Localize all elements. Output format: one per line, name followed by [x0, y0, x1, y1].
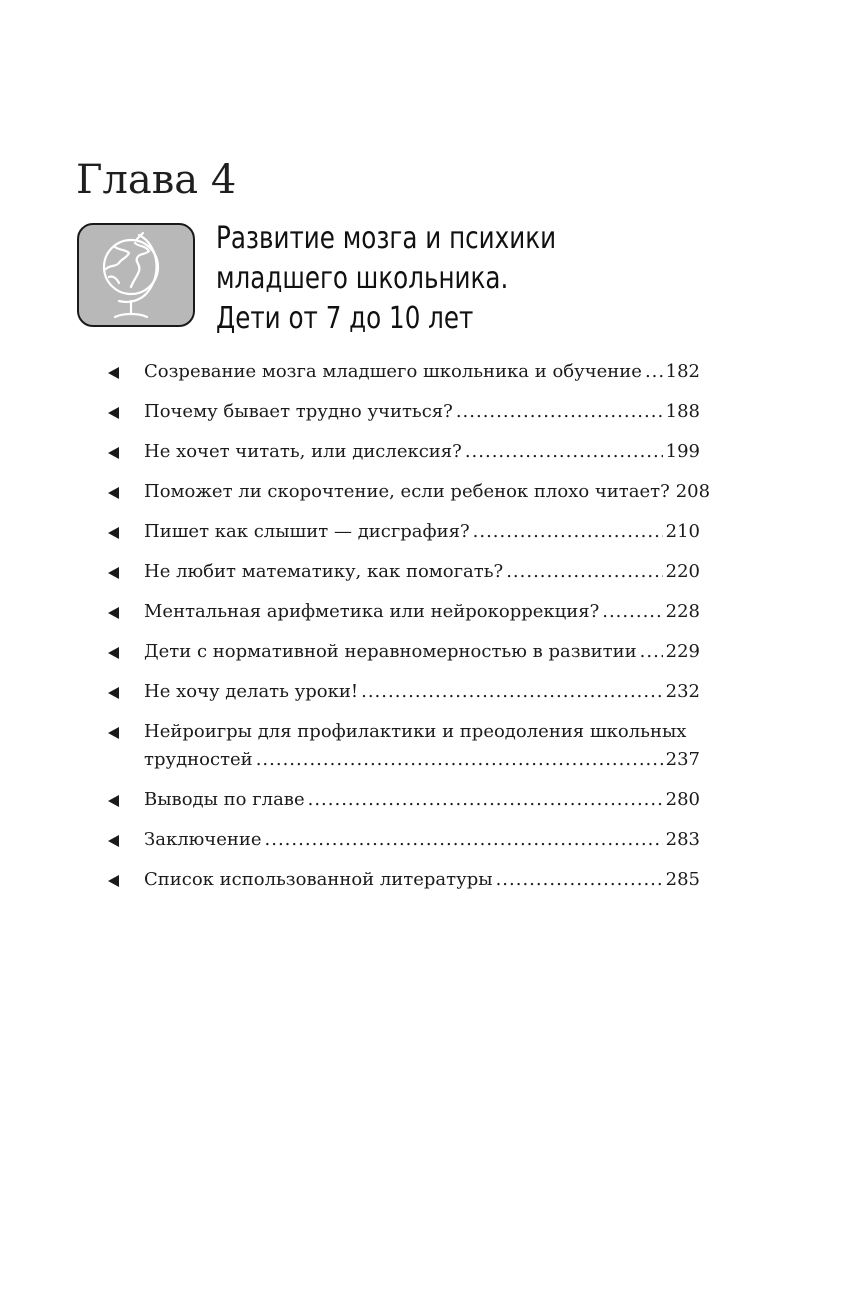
toc-page-number: 229 — [665, 641, 700, 662]
triangle-left-icon — [108, 687, 119, 699]
chapter-title — [216, 219, 675, 339]
chapter-title-line: младшего школьника. — [216, 261, 509, 296]
toc-entry[interactable] — [108, 398, 700, 426]
toc-entry[interactable] — [108, 518, 700, 546]
toc-entry[interactable] — [108, 598, 700, 626]
dot-leader — [496, 866, 663, 894]
dot-leader — [256, 746, 663, 774]
toc-entry-title: Не любит математику, как помогать? — [144, 561, 504, 582]
toc-page-number: 285 — [665, 869, 700, 890]
toc-entry-title: Поможет ли скорочтение, если ребенок плохо читает? — [144, 481, 670, 502]
toc-page-number: 283 — [665, 829, 700, 850]
triangle-left-icon — [108, 407, 119, 419]
toc-entry[interactable] — [108, 638, 700, 666]
dot-leader — [602, 598, 662, 626]
triangle-left-icon — [108, 487, 119, 499]
chapter-title-line: Развитие мозга и психики — [216, 221, 557, 256]
toc-page-number: 232 — [665, 681, 700, 702]
toc-entry-title: Нейроигры для профилактики и преодоления школьных — [144, 721, 687, 742]
dot-leader — [465, 438, 663, 466]
toc-page-number: 208 — [675, 481, 711, 502]
toc-entry-title: Пишет как слышит — дисграфия? — [144, 521, 470, 542]
toc-entry[interactable] — [108, 358, 700, 386]
triangle-left-icon — [108, 607, 119, 619]
toc-entry[interactable] — [108, 438, 700, 466]
toc-entry[interactable] — [108, 558, 700, 586]
toc-entry[interactable] — [108, 678, 700, 706]
triangle-left-icon — [108, 367, 119, 379]
dot-leader — [645, 358, 663, 386]
chapter-icon-box — [77, 223, 195, 327]
toc-entry-title: Ментальная арифметика или нейрокоррекция? — [144, 601, 600, 622]
toc-entry-title: Не хочу делать уроки! — [144, 681, 359, 702]
toc-entry[interactable] — [108, 718, 700, 774]
chapter-title-line: Дети от 7 до 10 лет — [216, 301, 474, 336]
triangle-left-icon — [108, 647, 119, 659]
dot-leader — [473, 518, 663, 546]
toc-page-number: 182 — [665, 361, 700, 382]
toc-page-number: 210 — [665, 521, 700, 542]
toc-page-number: 280 — [665, 789, 700, 810]
toc-entry-title: Список использованной литературы — [144, 869, 493, 890]
toc-entry-title: Выводы по главе — [144, 789, 305, 810]
toc-entry[interactable] — [108, 866, 700, 894]
toc-entry[interactable] — [108, 786, 700, 814]
triangle-left-icon — [108, 447, 119, 459]
dot-leader — [456, 398, 663, 426]
toc-entry-title-continued: трудностей — [144, 749, 253, 770]
toc-entry-title: Не хочет читать, или дислексия? — [144, 441, 462, 462]
toc-entry-title: Почему бывает трудно учиться? — [144, 401, 453, 422]
dot-leader — [361, 678, 663, 706]
triangle-left-icon — [108, 875, 119, 887]
triangle-left-icon — [108, 835, 119, 847]
toc-entry-title: Созревание мозга младшего школьника и обучение — [144, 361, 642, 382]
dot-leader — [506, 558, 662, 586]
dot-leader — [640, 638, 663, 666]
dot-leader — [265, 826, 663, 854]
triangle-left-icon — [108, 527, 119, 539]
toc-entry-title: Дети с нормативной неравномерностью в развитии — [144, 641, 637, 662]
dot-leader — [308, 786, 663, 814]
toc-page-number: 228 — [665, 601, 700, 622]
globe-icon — [79, 225, 193, 325]
table-of-contents — [108, 358, 711, 906]
triangle-left-icon — [108, 567, 119, 579]
toc-entry[interactable] — [108, 826, 700, 854]
triangle-left-icon — [108, 795, 119, 807]
triangle-left-icon — [108, 727, 119, 739]
toc-page-number: 199 — [665, 441, 700, 462]
toc-page-number: 220 — [665, 561, 700, 582]
chapter-label: Глава 4 — [76, 157, 237, 203]
toc-entry-title: Заключение — [144, 829, 262, 850]
toc-page-number: 188 — [665, 401, 700, 422]
toc-entry[interactable] — [108, 478, 711, 506]
toc-page-number: 237 — [665, 749, 700, 770]
